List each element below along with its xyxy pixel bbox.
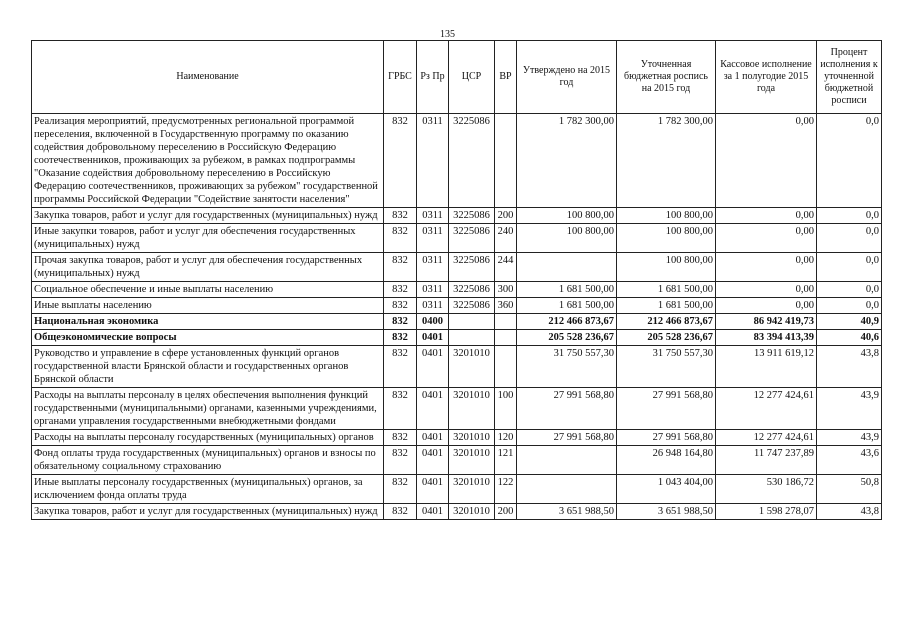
cell-approved: 100 800,00 (517, 224, 617, 253)
cell-rzpr: 0401 (417, 330, 449, 346)
cell-refined: 100 800,00 (617, 208, 716, 224)
cell-grbs: 832 (384, 446, 417, 475)
cell-refined: 100 800,00 (617, 253, 716, 282)
cell-approved: 27 991 568,80 (517, 388, 617, 430)
cell-refined: 26 948 164,80 (617, 446, 716, 475)
cell-rzpr: 0311 (417, 253, 449, 282)
cell-name: Прочая закупка товаров, работ и услуг для обеспечения государственных (муниципальных) нужд (32, 253, 384, 282)
table-row (32, 208, 882, 224)
cell-refined: 31 750 557,30 (617, 346, 716, 388)
table-row (32, 114, 882, 208)
header-percent: Процент исполнения к уточненной бюджетной росписи (817, 41, 882, 114)
cell-rzpr: 0401 (417, 446, 449, 475)
header-vr: ВР (495, 41, 517, 114)
cell-cash: 13 911 619,12 (716, 346, 817, 388)
cell-grbs: 832 (384, 314, 417, 330)
cell-name: Закупка товаров, работ и услуг для государственных (муниципальных) нужд (32, 208, 384, 224)
cell-refined: 3 651 988,50 (617, 504, 716, 520)
cell-approved: 1 681 500,00 (517, 298, 617, 314)
cell-vr (495, 330, 517, 346)
cell-refined: 205 528 236,67 (617, 330, 716, 346)
cell-refined: 27 991 568,80 (617, 430, 716, 446)
table-row (32, 253, 882, 282)
cell-cash: 11 747 237,89 (716, 446, 817, 475)
table-row (32, 314, 882, 330)
cell-csr: 3201010 (449, 504, 495, 520)
cell-percent: 0,0 (817, 224, 882, 253)
cell-name: Иные выплаты персоналу государственных (муниципальных) органов, за исключением фонда оплаты труда (32, 475, 384, 504)
cell-grbs: 832 (384, 330, 417, 346)
cell-percent: 0,0 (817, 298, 882, 314)
cell-cash: 0,00 (716, 114, 817, 208)
table-row (32, 446, 882, 475)
cell-grbs: 832 (384, 114, 417, 208)
cell-csr: 3225086 (449, 298, 495, 314)
cell-name: Расходы на выплаты персоналу государственных (муниципальных) органов (32, 430, 384, 446)
cell-percent: 40,6 (817, 330, 882, 346)
cell-grbs: 832 (384, 475, 417, 504)
cell-approved: 31 750 557,30 (517, 346, 617, 388)
header-name: Наименование (32, 41, 384, 114)
cell-grbs: 832 (384, 298, 417, 314)
cell-rzpr: 0401 (417, 388, 449, 430)
cell-vr (495, 114, 517, 208)
cell-grbs: 832 (384, 504, 417, 520)
cell-percent: 50,8 (817, 475, 882, 504)
cell-cash: 86 942 419,73 (716, 314, 817, 330)
table-header-row (32, 41, 882, 114)
cell-vr (495, 346, 517, 388)
header-approved: Утверждено на 2015 год (517, 41, 617, 114)
cell-refined: 1 043 404,00 (617, 475, 716, 504)
cell-name: Закупка товаров, работ и услуг для государственных (муниципальных) нужд (32, 504, 384, 520)
cell-refined: 1 681 500,00 (617, 282, 716, 298)
cell-approved: 1 782 300,00 (517, 114, 617, 208)
header-refined: Уточненная бюджетная роспись на 2015 год (617, 41, 716, 114)
cell-name: Иные выплаты населению (32, 298, 384, 314)
table-row (32, 430, 882, 446)
cell-percent: 0,0 (817, 282, 882, 298)
cell-rzpr: 0400 (417, 314, 449, 330)
table-row (32, 504, 882, 520)
cell-grbs: 832 (384, 253, 417, 282)
cell-cash: 83 394 413,39 (716, 330, 817, 346)
cell-refined: 100 800,00 (617, 224, 716, 253)
cell-vr: 121 (495, 446, 517, 475)
cell-vr: 200 (495, 208, 517, 224)
cell-name: Руководство и управление в сфере установленных функций органов государственной власти Брянской области и государственных органов Брянской области (32, 346, 384, 388)
table-row (32, 224, 882, 253)
cell-name: Реализация мероприятий, предусмотренных региональной программой переселения, включенной в Государственную программу по оказанию содействия добровольному переселению в Российскую Федерацию соотечественников, проживающих за рубежом, в рамках подпрограммы "Оказание содействия добровольному переселению в Российскую Федерацию соотечественников, проживающих за рубежом" государственной программы Российской Федерации "Содействие занятости населения" (32, 114, 384, 208)
header-rzpr: Рз Пр (417, 41, 449, 114)
cell-cash: 0,00 (716, 224, 817, 253)
cell-csr (449, 314, 495, 330)
cell-name: Расходы на выплаты персоналу в целях обеспечения выполнения функций государственными (муниципальными) органами, казенными учреждениями, органами управления государственными внебюджетными фондами (32, 388, 384, 430)
cell-approved (517, 475, 617, 504)
cell-approved: 27 991 568,80 (517, 430, 617, 446)
cell-cash: 0,00 (716, 298, 817, 314)
cell-percent: 43,9 (817, 430, 882, 446)
cell-grbs: 832 (384, 388, 417, 430)
cell-cash: 0,00 (716, 253, 817, 282)
cell-vr: 240 (495, 224, 517, 253)
cell-approved: 212 466 873,67 (517, 314, 617, 330)
cell-cash: 0,00 (716, 282, 817, 298)
cell-csr: 3225086 (449, 224, 495, 253)
cell-grbs: 832 (384, 224, 417, 253)
table-row (32, 388, 882, 430)
cell-rzpr: 0311 (417, 224, 449, 253)
cell-refined: 1 681 500,00 (617, 298, 716, 314)
cell-name: Социальное обеспечение и иные выплаты населению (32, 282, 384, 298)
cell-csr: 3225086 (449, 282, 495, 298)
cell-rzpr: 0401 (417, 475, 449, 504)
cell-vr: 100 (495, 388, 517, 430)
cell-rzpr: 0311 (417, 298, 449, 314)
cell-approved: 1 681 500,00 (517, 282, 617, 298)
cell-name: Иные закупки товаров, работ и услуг для обеспечения государственных (муниципальных) нужд (32, 224, 384, 253)
cell-cash: 0,00 (716, 208, 817, 224)
cell-percent: 43,9 (817, 388, 882, 430)
cell-vr: 200 (495, 504, 517, 520)
cell-percent: 43,6 (817, 446, 882, 475)
budget-execution-table (31, 40, 882, 520)
cell-percent: 43,8 (817, 346, 882, 388)
cell-grbs: 832 (384, 346, 417, 388)
table-row (32, 330, 882, 346)
page-number: 135 (440, 29, 455, 40)
cell-approved: 100 800,00 (517, 208, 617, 224)
header-csr: ЦСР (449, 41, 495, 114)
table-row (32, 282, 882, 298)
cell-approved (517, 446, 617, 475)
cell-cash: 1 598 278,07 (716, 504, 817, 520)
cell-percent: 0,0 (817, 208, 882, 224)
cell-percent: 0,0 (817, 114, 882, 208)
cell-grbs: 832 (384, 282, 417, 298)
cell-refined: 27 991 568,80 (617, 388, 716, 430)
cell-rzpr: 0401 (417, 346, 449, 388)
cell-approved: 3 651 988,50 (517, 504, 617, 520)
cell-rzpr: 0311 (417, 282, 449, 298)
cell-csr: 3201010 (449, 346, 495, 388)
cell-csr: 3225086 (449, 253, 495, 282)
cell-approved (517, 253, 617, 282)
cell-vr: 122 (495, 475, 517, 504)
cell-csr: 3201010 (449, 388, 495, 430)
cell-name: Фонд оплаты труда государственных (муниципальных) органов и взносы по обязательному социальному страхованию (32, 446, 384, 475)
cell-csr: 3225086 (449, 208, 495, 224)
cell-name: Общеэкономические вопросы (32, 330, 384, 346)
cell-vr: 244 (495, 253, 517, 282)
cell-grbs: 832 (384, 208, 417, 224)
cell-cash: 530 186,72 (716, 475, 817, 504)
cell-cash: 12 277 424,61 (716, 388, 817, 430)
cell-csr: 3201010 (449, 430, 495, 446)
cell-vr: 360 (495, 298, 517, 314)
cell-percent: 40,9 (817, 314, 882, 330)
header-grbs: ГРБС (384, 41, 417, 114)
table-row (32, 298, 882, 314)
cell-rzpr: 0401 (417, 504, 449, 520)
cell-percent: 0,0 (817, 253, 882, 282)
cell-rzpr: 0311 (417, 208, 449, 224)
cell-rzpr: 0401 (417, 430, 449, 446)
cell-csr: 3201010 (449, 475, 495, 504)
cell-vr: 300 (495, 282, 517, 298)
cell-approved: 205 528 236,67 (517, 330, 617, 346)
table-row (32, 475, 882, 504)
cell-refined: 212 466 873,67 (617, 314, 716, 330)
cell-csr: 3201010 (449, 446, 495, 475)
cell-percent: 43,8 (817, 504, 882, 520)
cell-vr (495, 314, 517, 330)
cell-vr: 120 (495, 430, 517, 446)
header-cash: Кассовое исполнение за 1 полугодие 2015 года (716, 41, 817, 114)
cell-name: Национальная экономика (32, 314, 384, 330)
cell-csr: 3225086 (449, 114, 495, 208)
cell-rzpr: 0311 (417, 114, 449, 208)
cell-refined: 1 782 300,00 (617, 114, 716, 208)
table-row (32, 346, 882, 388)
cell-grbs: 832 (384, 430, 417, 446)
cell-cash: 12 277 424,61 (716, 430, 817, 446)
cell-csr (449, 330, 495, 346)
